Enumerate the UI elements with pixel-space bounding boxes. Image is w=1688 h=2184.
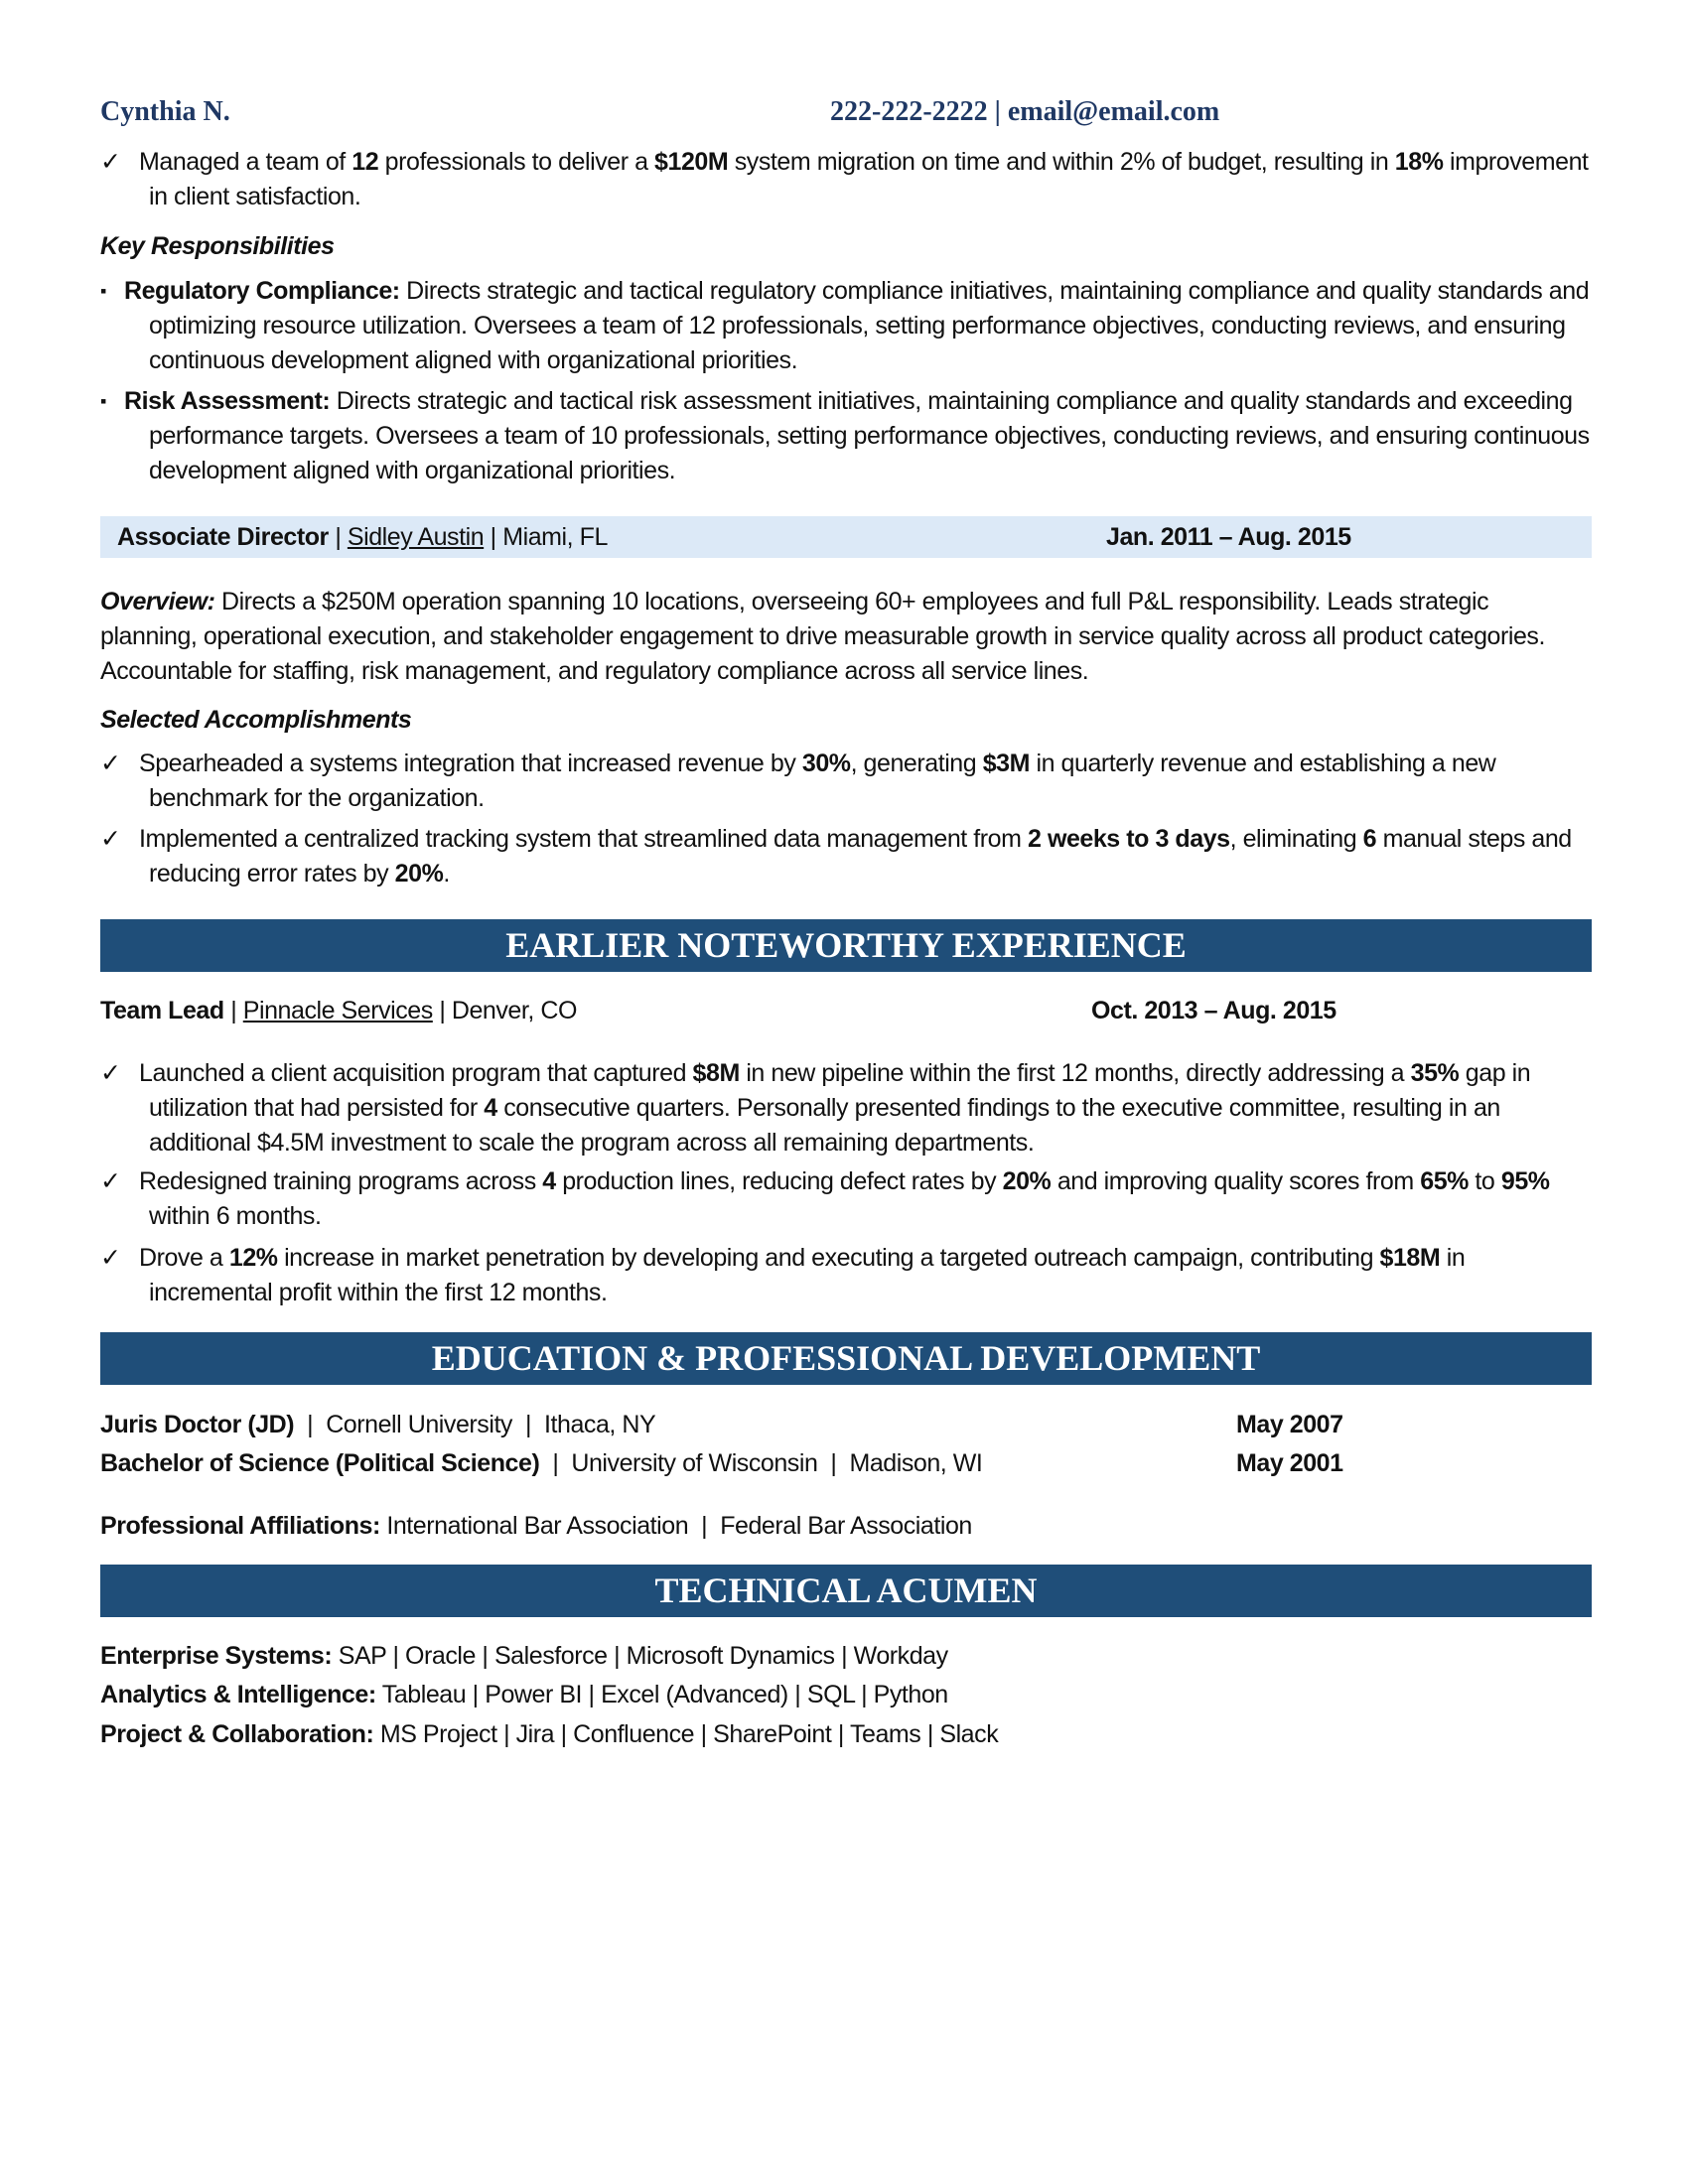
separator: | <box>439 997 446 1024</box>
tech-row <box>100 1678 948 1712</box>
bold-text: 12% <box>228 1244 278 1272</box>
checkmark-icon: ✓ <box>100 750 121 777</box>
text: | University of Wisconsin | Madison, WI <box>539 1449 983 1477</box>
tech-row <box>100 1639 948 1674</box>
contact-info: 222-222-2222 | email@email.com <box>830 96 1220 127</box>
bold-text: 65% <box>1420 1167 1469 1195</box>
job-title-line <box>117 516 608 558</box>
list-item <box>100 274 1592 378</box>
bold-text: 2 weeks to 3 days <box>1028 825 1230 853</box>
bold-text: 20% <box>1002 1167 1052 1195</box>
text: production lines, reducing defect rates by <box>555 1167 1003 1195</box>
bold-text: $3M <box>982 750 1030 777</box>
text: increase in market penetration by developing and executing a targeted outreach campaign, contributing <box>277 1244 1380 1272</box>
bold-text: Risk Assessment: <box>124 387 331 415</box>
text: in incremental profit within the first 12 months. <box>149 1244 1466 1306</box>
degree-row <box>100 1446 982 1481</box>
degree-row <box>100 1408 655 1442</box>
text: Launched a client acquisition program that captured <box>139 1059 693 1087</box>
text: in quarterly revenue and establishing a new benchmark for the organization. <box>149 750 1496 812</box>
degree-date: May 2001 <box>1236 1449 1343 1477</box>
key-responsibilities <box>100 229 1592 488</box>
text: and improving quality scores from <box>1051 1167 1421 1195</box>
bold-text: 18% <box>1394 148 1444 176</box>
subheading: Selected Accomplishments <box>100 706 412 734</box>
candidate-name: Cynthia N. <box>100 96 230 127</box>
section-heading-technical: TECHNICAL ACUMEN <box>100 1565 1592 1617</box>
job-title: Associate Director <box>117 523 329 551</box>
bold-text: $18M <box>1379 1244 1441 1272</box>
top-accomplishment <box>100 145 1596 214</box>
list-item <box>100 384 1592 488</box>
section-heading-earlier: EARLIER NOTEWORTHY EXPERIENCE <box>100 919 1592 972</box>
text: system migration on time and within 2% of budget, resulting in <box>728 148 1395 176</box>
text: , generating <box>850 750 983 777</box>
company-link[interactable]: Pinnacle Services <box>242 997 433 1024</box>
job-dates: Jan. 2011 – Aug. 2015 <box>1106 523 1351 551</box>
list-item <box>100 747 1592 816</box>
text: . <box>443 860 450 887</box>
text: manual steps and reducing error rates by <box>149 825 1572 887</box>
bold-text: Professional Affiliations: <box>100 1512 380 1540</box>
text: improvement in client satisfaction. <box>149 148 1596 210</box>
text: MS Project | Jira | Confluence | SharePoint | Teams | Slack <box>373 1720 999 1748</box>
bold-text: 35% <box>1410 1059 1460 1087</box>
job-location: Denver, CO <box>451 997 577 1024</box>
list-item <box>100 1056 1592 1160</box>
checkmark-icon: ✓ <box>100 148 121 176</box>
bold-text: 12 <box>352 148 379 176</box>
square-bullet-icon: ▪ <box>100 391 106 411</box>
text: Directs strategic and tactical risk assessment initiatives, maintaining compliance and quality standards and exceeding performance targets. Oversees a team of 10 professionals, setting performance objectives, conducting reviews, and ensuring continuous development aligned with organizational priorities. <box>149 387 1590 484</box>
text: Managed a team of <box>139 148 352 176</box>
list-item <box>100 1164 1592 1234</box>
text: to <box>1468 1167 1501 1195</box>
overview <box>100 585 1592 689</box>
text: Tableau | Power BI | Excel (Advanced) | SQL | Python <box>375 1681 948 1708</box>
list-item <box>100 145 1596 214</box>
text: International Bar Association | Federal Bar Association <box>379 1512 972 1540</box>
company-link[interactable]: Sidley Austin <box>347 523 485 551</box>
bold-text: Juris Doctor (JD) <box>100 1411 295 1438</box>
text: gap in utilization that had persisted for <box>149 1059 1531 1122</box>
job-title-line <box>100 994 577 1028</box>
separator: | <box>490 523 496 551</box>
bold-text: 6 <box>1362 825 1377 853</box>
subheading: Key Responsibilities <box>100 232 335 260</box>
text: , eliminating <box>1229 825 1363 853</box>
text: Drove a <box>139 1244 229 1272</box>
tech-row <box>100 1717 998 1752</box>
text: SAP | Oracle | Salesforce | Microsoft Dynamics | Workday <box>332 1642 948 1670</box>
text: in new pipeline within the first 12 months, directly addressing a <box>739 1059 1411 1087</box>
text: Spearheaded a systems integration that increased revenue by <box>139 750 802 777</box>
affiliations <box>100 1509 972 1544</box>
bold-text: 4 <box>542 1167 556 1195</box>
bold-text: 30% <box>801 750 851 777</box>
degree-date: May 2007 <box>1236 1411 1343 1438</box>
text: consecutive quarters. Personally presented findings to the executive committee, resulting in an additional $4.5M investment to scale the program across all remaining departments. <box>149 1094 1500 1157</box>
text: within 6 months. <box>149 1202 322 1230</box>
list-item <box>100 822 1592 891</box>
bold-text: Overview: <box>100 588 215 615</box>
bold-text: 20% <box>394 860 444 887</box>
bold-text: Project & Collaboration: <box>100 1720 374 1748</box>
checkmark-icon: ✓ <box>100 1167 121 1195</box>
bold-text: Bachelor of Science (Political Science) <box>100 1449 540 1477</box>
job-dates: Oct. 2013 – Aug. 2015 <box>1091 997 1336 1024</box>
list-item <box>100 1241 1592 1310</box>
separator: | <box>335 523 342 551</box>
text: Directs a $250M operation spanning 10 locations, overseeing 60+ employees and full P&L responsibility. Leads strategic planning, operational execution, and stakeholder engagement to drive measurable growth in service quality across all product categories. Accountable for staffing, risk management, and regulatory compliance across all service lines. <box>100 588 1545 685</box>
job-header-bar <box>100 516 1592 558</box>
bold-text: Enterprise Systems: <box>100 1642 333 1670</box>
bold-text: $120M <box>654 148 729 176</box>
text: Implemented a centralized tracking system that streamlined data management from <box>139 825 1028 853</box>
checkmark-icon: ✓ <box>100 1059 121 1087</box>
bold-text: Regulatory Compliance: <box>124 277 400 305</box>
section-heading-education: EDUCATION & PROFESSIONAL DEVELOPMENT <box>100 1332 1592 1385</box>
text: | Cornell University | Ithaca, NY <box>294 1411 656 1438</box>
job-location: Miami, FL <box>502 523 608 551</box>
job-title: Team Lead <box>100 997 224 1024</box>
bold-text: Analytics & Intelligence: <box>100 1681 376 1708</box>
separator: | <box>230 997 237 1024</box>
text: Redesigned training programs across <box>139 1167 543 1195</box>
earlier-accomplishments <box>100 1056 1592 1310</box>
checkmark-icon: ✓ <box>100 1244 121 1272</box>
square-bullet-icon: ▪ <box>100 281 106 301</box>
bold-text: 4 <box>484 1094 497 1122</box>
text: professionals to deliver a <box>378 148 655 176</box>
checkmark-icon: ✓ <box>100 825 121 853</box>
selected-accomplishments <box>100 703 1592 891</box>
text: Directs strategic and tactical regulatory compliance initiatives, maintaining compliance and quality standards and optimizing resource utilization. Oversees a team of 12 professionals, setting performance objectives, conducting reviews, and ensuring continuous development aligned with organizational priorities. <box>149 277 1590 374</box>
bold-text: $8M <box>692 1059 740 1087</box>
bold-text: 95% <box>1500 1167 1550 1195</box>
